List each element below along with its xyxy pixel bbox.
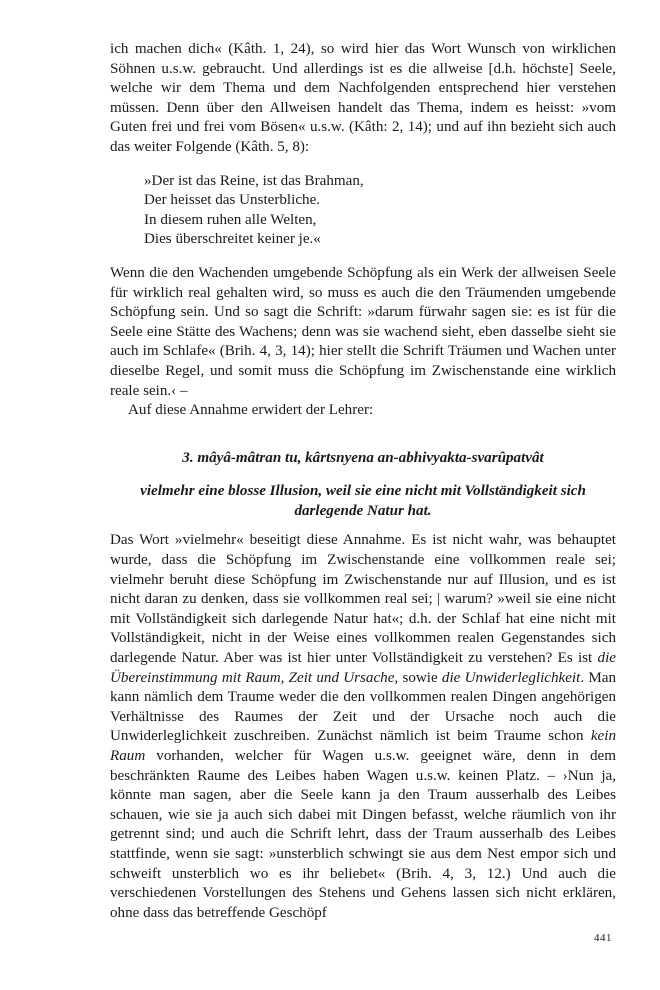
verse-line: Der heisset das Unsterbliche. (144, 192, 321, 209)
verse-block (144, 172, 616, 250)
text-run: Das Wort »vielmehr« beseitigt diese Annahme. Es ist nicht wahr, was behauptet wurde, dass die Schöpfung im Zwischenstande eine vollkommen reale sei; vielmehr beruht diese Schöpfung im Zwischenstande nur auf Illusion, und es ist nicht daran zu denken, dass sie vollkommen real sei; | warum? »weil sie eine nicht mit Vollständigkeit sich darlegende Natur hat«; d.h. der Schlaf hat eine nicht mit Vollständigkeit, nicht in der Weise eines vollkommen realen Gegenstandes sich darlegende Natur. Aber was ist hier unter Vollständigkeit zu verstehen? Es ist (110, 532, 616, 667)
verse-line: Dies überschreitet keiner je.« (144, 231, 321, 248)
emphasis-text: die Unwiderleglichkeit (441, 669, 581, 686)
text-run: sowie (398, 669, 442, 686)
paragraph-3: Auf diese Annahme erwidert der Lehrer: (128, 402, 374, 419)
emphasis-text: kein Raum (110, 728, 616, 764)
paragraph-2: Wenn die den Wachenden umgebende Schöpfung als ein Werk der allweisen Seele für wirklich real gehalten wird, so muss es auch die den Träumenden umgebende Schöpfung sein. Und so sagt die Schrift: »darum fürwahr sagen sie: es ist für die Seele eine Stätte des Wachens; denn was sie wachend sieht, eben dasselbe sieht sie auch im Schlafe« (Brih. 4, 3, 14); hier stellt die Schrift Träumen und Wachen unter dieselbe Regel, und somit muss die Schöpfung im Zwischenstande eine wirklich reale sein.‹ – (110, 264, 616, 399)
text-run: . Man kann nämlich dem Traume weder die den vollkommen realen Dingen angehörigen Verhältnisse des Raumes der Zeit und der Ursache noch auch die Unwiderleglichkeit zuschreiben. Zunächst nämlich ist beim Traume schon (110, 669, 617, 745)
sutra-translation: vielmehr eine blosse Illusion, weil sie eine nicht mit Vollständigkeit sich darlegende Natur hat. (140, 483, 586, 519)
verse-line: »Der ist das Reine, ist das Brahman, (144, 172, 364, 189)
verse-line: In diesem ruhen alle Welten, (144, 211, 317, 228)
text-run: vorhanden, welcher für Wagen u.s.w. geeignet wäre, denn in dem beschränkten Raume des Leibes haben Wagen u.s.w. keinen Platz. – ›Nun ja, könnte man sagen, aber die Seele kann ja den Traum ausserhalb des Leibes schauen, wie sie ja auch sich dabei mit Dingen befasst, welche räumlich von ihr getrennt sind; und auch die Schrift lehrt, dass der Traum ausserhalb des Leibes stattfinde, wenn sie sagt: »unsterblich schwingt sie aus dem Nest empor sich und schweift unsterblich wo es ihr beliebet« (Brih. 4, 3, 12.) Und auch die verschiedenen Vorstellungen des Stehens und Gehens lassen sich nicht erklären, ohne dass das betreffende Geschöpf (110, 748, 616, 921)
sutra-heading: 3. mâyâ-mâtran tu, kârtsnyena an-abhivyakta-svarûpatvât (182, 449, 544, 466)
page-number: 441 (594, 932, 612, 944)
page-body (110, 40, 616, 923)
paragraph-1: ich machen dich« (Kâth. 1, 24), so wird hier das Wort Wunsch von wirklichen Söhnen u.s.w. gebraucht. Und allerdings ist es die allweise [d.h. höchste] Seele, welche wir dem Thema und dem Nachfolgenden entsprechend hier verstehen müssen. Denn über den Allweisen handelt das Thema, indem es heisst: »vom Guten frei und frei vom Bösen« u.s.w. (Kâth: 2, 14); und auf ihn bezieht sich auch das weiter Folgende (Kâth. 5, 8): (110, 41, 616, 155)
emphasis-text: die Übereinstimmung mit Raum, Zeit und Ursache, (110, 650, 616, 686)
spacer (110, 421, 616, 435)
paragraph-4 (110, 531, 616, 923)
